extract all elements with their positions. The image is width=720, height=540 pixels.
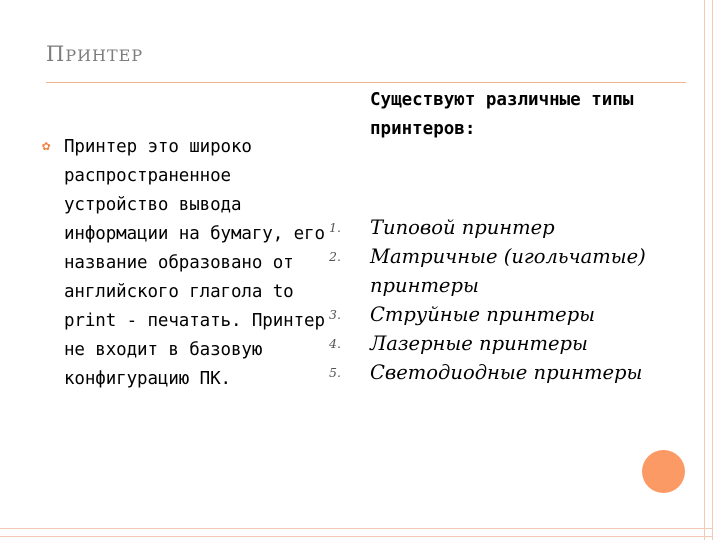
list-number: 1. (329, 220, 341, 235)
printer-types-list (329, 213, 649, 387)
types-heading: Существуют различные типы принтеров: (370, 90, 634, 139)
slide-title (46, 42, 143, 66)
list-item (329, 242, 649, 300)
left-paragraph: Принтер это широко распространенное устройство вывода информации на бумагу, его название образовано от английского глагола to print - печатать. Принтер не входит в базовую конфигурацию ПК. (64, 137, 325, 389)
list-item (329, 300, 649, 329)
title-underline (46, 82, 686, 83)
list-number: 3. (329, 307, 341, 322)
slide-frame-bottom (0, 528, 712, 537)
list-number: 2. (329, 249, 341, 264)
list-item-text: Типовой принтер (370, 216, 555, 239)
decorative-circle (642, 450, 685, 493)
list-item (329, 329, 649, 358)
bullet-icon: ✿ (42, 138, 51, 154)
list-item-text: Лазерные принтеры (370, 332, 588, 355)
list-item (329, 358, 649, 387)
slide-frame-right (704, 0, 713, 540)
list-number: 4. (329, 336, 341, 351)
title-rest: РИНТЕР (65, 46, 144, 65)
list-item-text: Струйные принтеры (370, 303, 596, 326)
list-item-text: Светодиодные принтеры (370, 361, 643, 384)
list-number: 5. (329, 365, 341, 380)
title-initial: П (46, 42, 66, 66)
list-item (329, 213, 649, 242)
list-item-text: Матричные (игольчатые) принтеры (370, 245, 646, 297)
